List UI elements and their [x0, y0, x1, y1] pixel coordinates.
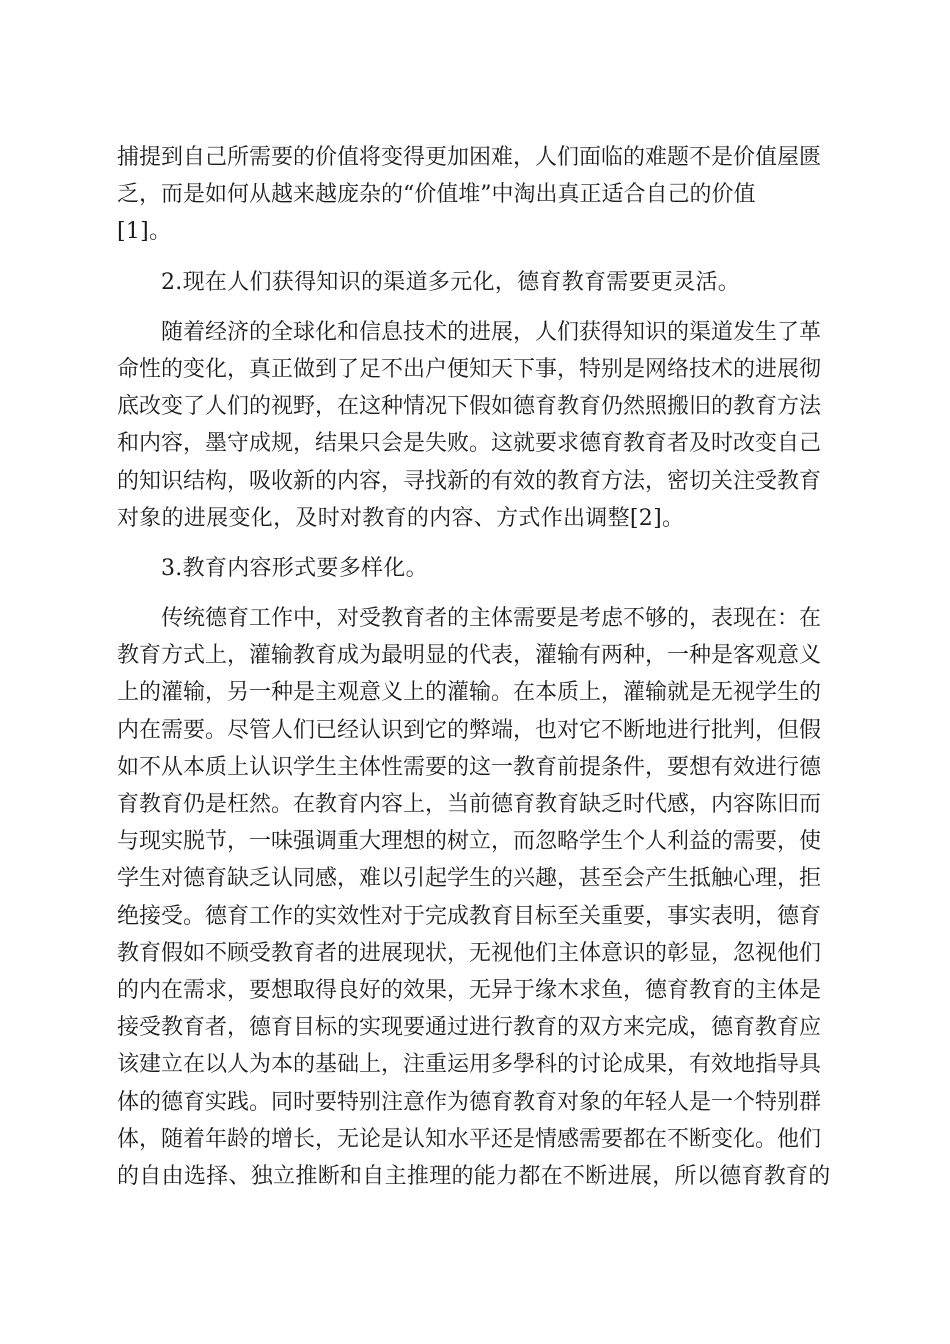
section-heading	[117, 264, 833, 301]
text-line: 2.现在人们获得知识的渠道多元化，德育教育需要更灵活。	[161, 269, 741, 295]
paragraph	[117, 600, 833, 1195]
paragraph	[117, 314, 833, 537]
text-line: 育教育仍是枉然。在教育内容上，当前德育教育缺乏时代感，内容陈旧而	[117, 792, 822, 817]
text-line: 学生对德育缺乏认同感，难以引起学生的兴趣，甚至会产生抵触心理，拒	[117, 866, 822, 892]
document-body	[117, 139, 833, 1208]
text-line: 的内在需求，要想取得良好的效果，无异于缘木求鱼，德育教育的主体是	[117, 977, 822, 1003]
text-line: 体，随着年龄的增长，无论是认知水平还是情感需要都在不断变化。他们	[117, 1126, 822, 1152]
text-line: 绝接受。德育工作的实效性对于完成教育目标至关重要，事实表明，德育	[117, 903, 822, 929]
text-line: 传统德育工作中，对受教育者的主体需要是考虑不够的，表现在：在	[161, 606, 822, 632]
text-line: 接受教育者，德育目标的实现要通过进行教育的双方来完成，德育教育应	[117, 1015, 822, 1041]
paragraph	[117, 139, 833, 251]
text-line: 捕提到自己所需要的价值将变得更加困难，人们面临的难题不是价值屋匮	[117, 145, 822, 170]
text-line: 内在需要。尽管人们已经认识到它的弊端，也对它不断地进行批判，但假	[117, 717, 822, 743]
text-line: 与现实脱节，一味强调重大理想的树立，而忽略学生个人利益的需要，使	[117, 829, 822, 855]
text-line: 如不从本质上认识学生主体性需要的这一教育前提条件，要想有效进行德	[117, 754, 822, 780]
text-line: 随着经济的全球化和信息技术的进展，人们获得知识的渠道发生了革	[161, 319, 822, 345]
text-line: 3.教育内容形式要多样化。	[161, 555, 428, 581]
text-line: 对象的进展变化，及时对教育的内容、方式作出调整[2]。	[117, 505, 685, 531]
text-line: 上的灌输，另一种是主观意义上的灌输。在本质上，灌输就是无视学生的	[117, 680, 822, 706]
text-line: 命性的变化，真正做到了足不出户便知天下事，特别是网络技术的进展彻	[117, 356, 822, 382]
text-line: 体的德育实践。同时要特别注意作为德育教育对象的年轻人是一个特别群	[117, 1089, 822, 1115]
text-line: 教育方式上，灌输教育成为最明显的代表，灌输有两种，一种是客观意义	[117, 643, 822, 669]
text-line: 的自由选择、独立推断和自主推理的能力都在不断进展，所以德育教育的	[117, 1163, 831, 1189]
text-line: 教育假如不顾受教育者的进展现状，无视他们主体意识的彰显，忽视他们	[117, 940, 822, 966]
text-line: 和内容，墨守成规，结果只会是失败。这就要求德育教育者及时改变自己	[117, 431, 822, 457]
text-line: 底改变了人们的视野，在这种情况下假如德育教育仍然照搬旧的教育方法	[117, 394, 822, 420]
text-line: [1]。	[117, 219, 172, 245]
text-line: 该建立在以人为本的基础上，注重运用多學科的讨论成果，有效地指导具	[117, 1052, 822, 1078]
text-line: 乏，而是如何从越来越庞杂的“价值堆”中淘出真正适合自己的价值	[117, 182, 756, 208]
text-line: 的知识结构，吸收新的内容，寻找新的有效的教育方法，密切关注受教育	[117, 468, 822, 494]
section-heading	[117, 550, 833, 587]
